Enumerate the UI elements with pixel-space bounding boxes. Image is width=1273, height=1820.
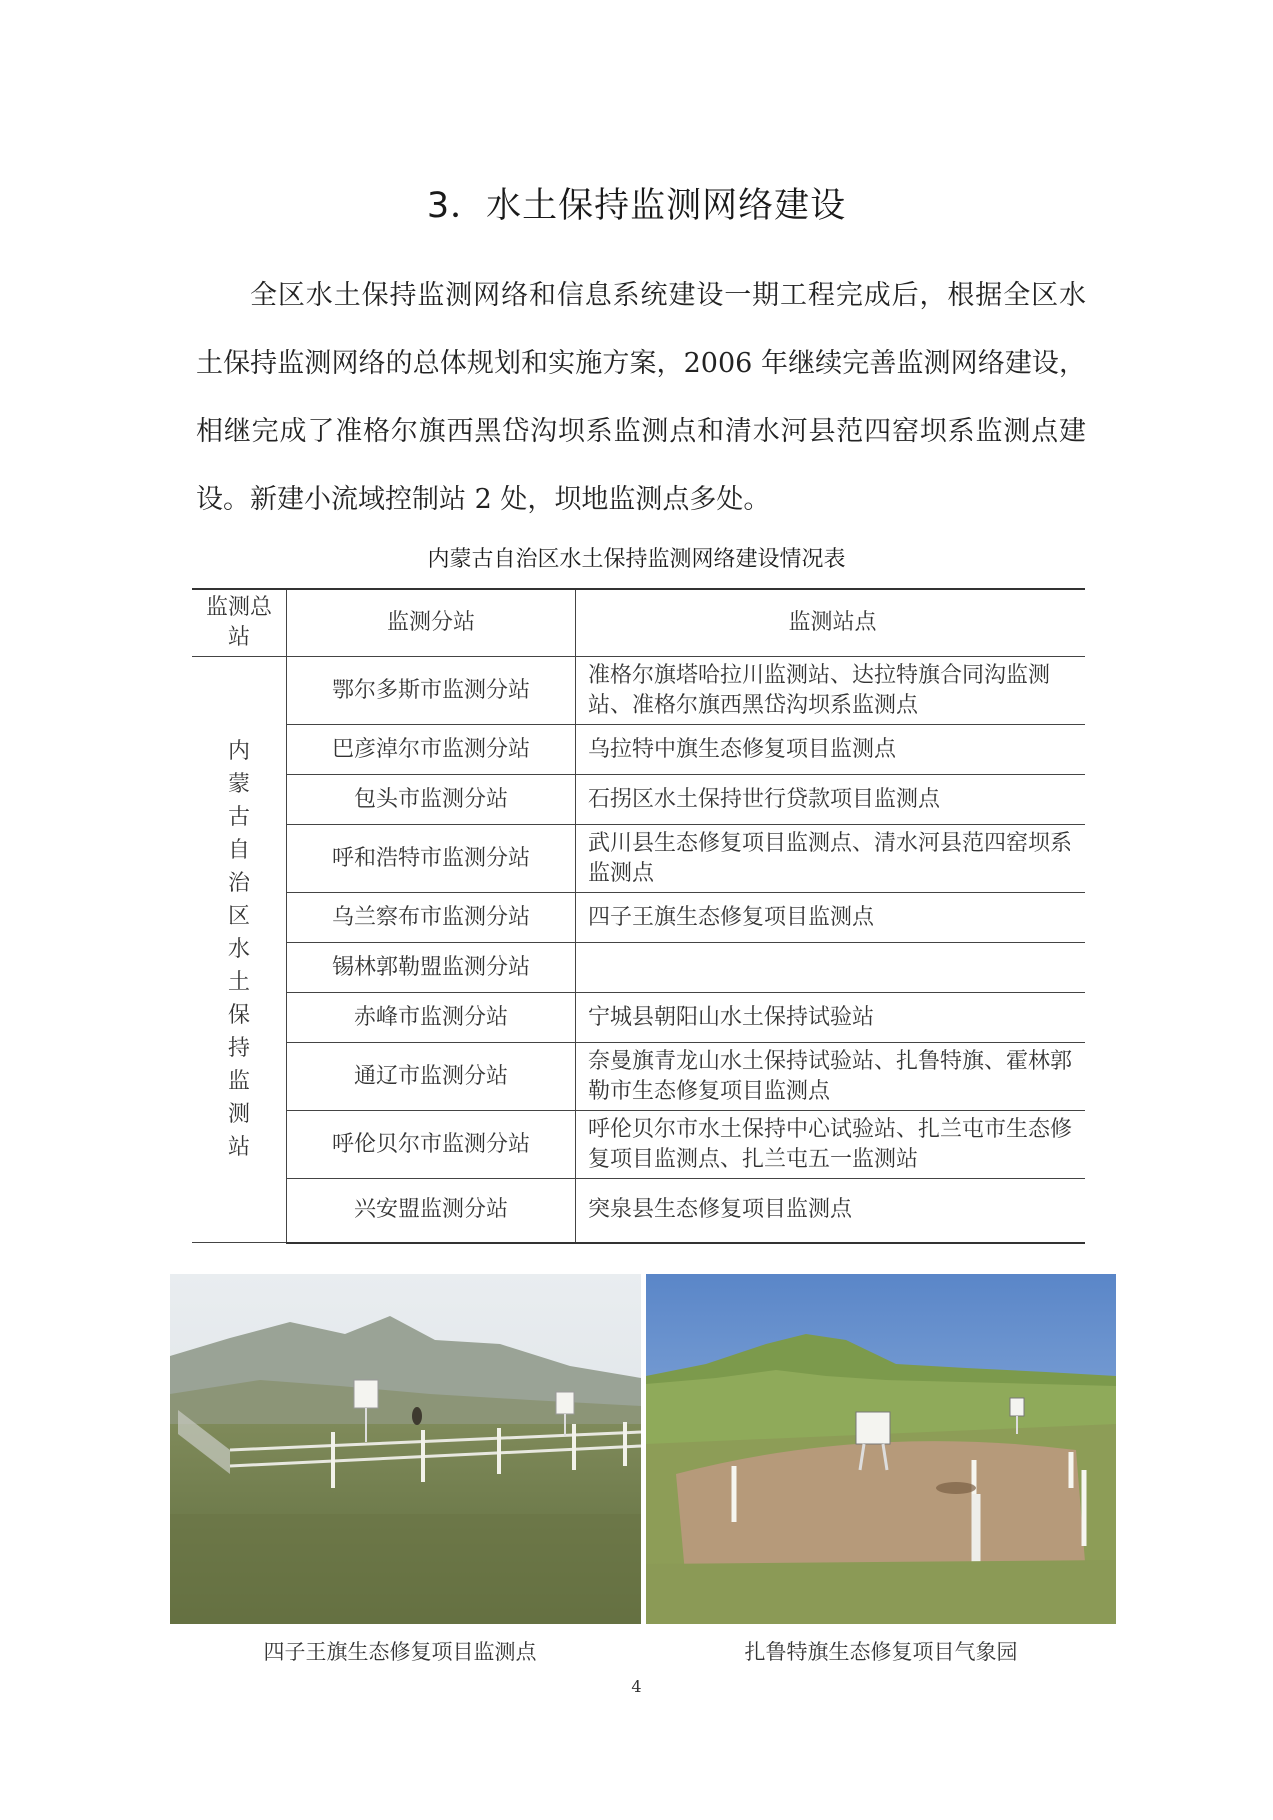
photo-zhaluteqi-weather-garden bbox=[646, 1274, 1116, 1624]
table-row bbox=[192, 1111, 1085, 1179]
sites-cell: 奈曼旗青龙山水土保持试验站、扎鲁特旗、霍林郭勒市生态修复项目监测点 bbox=[576, 1043, 1086, 1111]
sites-cell: 石拐区水土保持世行贷款项目监测点 bbox=[576, 775, 1086, 825]
head-station-name: 内蒙古自治区水土保持监测站 bbox=[227, 739, 250, 1160]
sites-cell: 准格尔旗塔哈拉川监测站、达拉特旗合同沟监测站、准格尔旗西黑岱沟坝系监测点 bbox=[576, 657, 1086, 725]
sites-cell: 呼伦贝尔市水土保持中心试验站、扎兰屯市生态修复项目监测点、扎兰屯五一监测站 bbox=[576, 1111, 1086, 1179]
table-row bbox=[192, 725, 1085, 775]
substation-cell: 赤峰市监测分站 bbox=[287, 993, 576, 1043]
body-paragraph: 全区水土保持监测网络和信息系统建设一期工程完成后，根据全区水土保持监测网络的总体规划和实施方案，2006 年继续完善监测网络建设，相继完成了准格尔旗西黑岱沟坝系监测点和清水河县范四窑坝系监测点建设。新建小流域控制站 2 处，坝地监测点多处。 bbox=[196, 280, 1086, 515]
table-row bbox=[192, 1043, 1085, 1111]
photo-siziwang-monitoring-site bbox=[170, 1274, 641, 1624]
table-row bbox=[192, 943, 1085, 993]
table-row bbox=[192, 775, 1085, 825]
substation-cell: 兴安盟监测分站 bbox=[287, 1179, 576, 1243]
table-header-row bbox=[192, 589, 1085, 657]
sites-cell: 四子王旗生态修复项目监测点 bbox=[576, 893, 1086, 943]
photo-caption-2: 扎鲁特旗生态修复项目气象园 bbox=[744, 1640, 1018, 1664]
page-title: 3．水土保持监测网络建设 bbox=[426, 186, 847, 226]
sites-cell bbox=[576, 943, 1086, 993]
header-head-station: 监测总站 bbox=[192, 589, 287, 657]
table-row bbox=[192, 825, 1085, 893]
monitoring-network-table bbox=[192, 588, 1085, 1244]
sites-cell: 武川县生态修复项目监测点、清水河县范四窑坝系监测点 bbox=[576, 825, 1086, 893]
substation-cell: 乌兰察布市监测分站 bbox=[287, 893, 576, 943]
sites-cell: 突泉县生态修复项目监测点 bbox=[576, 1179, 1086, 1243]
header-substation: 监测分站 bbox=[287, 589, 576, 657]
substation-cell: 鄂尔多斯市监测分站 bbox=[287, 657, 576, 725]
substation-cell: 包头市监测分站 bbox=[287, 775, 576, 825]
table-row bbox=[192, 657, 1085, 725]
sites-cell: 宁城县朝阳山水土保持试验站 bbox=[576, 993, 1086, 1043]
page-number: 4 bbox=[631, 1677, 642, 1696]
head-station-cell bbox=[192, 657, 287, 1243]
header-sites: 监测站点 bbox=[576, 589, 1086, 657]
substation-cell: 呼和浩特市监测分站 bbox=[287, 825, 576, 893]
substation-cell: 锡林郭勒盟监测分站 bbox=[287, 943, 576, 993]
table-row bbox=[192, 893, 1085, 943]
substation-cell: 通辽市监测分站 bbox=[287, 1043, 576, 1111]
substation-cell: 呼伦贝尔市监测分站 bbox=[287, 1111, 576, 1179]
sites-cell: 乌拉特中旗生态修复项目监测点 bbox=[576, 725, 1086, 775]
photo-caption-1: 四子王旗生态修复项目监测点 bbox=[263, 1640, 537, 1664]
substation-cell: 巴彦淖尔市监测分站 bbox=[287, 725, 576, 775]
table-row bbox=[192, 993, 1085, 1043]
table-row bbox=[192, 1179, 1085, 1243]
table-caption: 内蒙古自治区水土保持监测网络建设情况表 bbox=[427, 547, 846, 572]
